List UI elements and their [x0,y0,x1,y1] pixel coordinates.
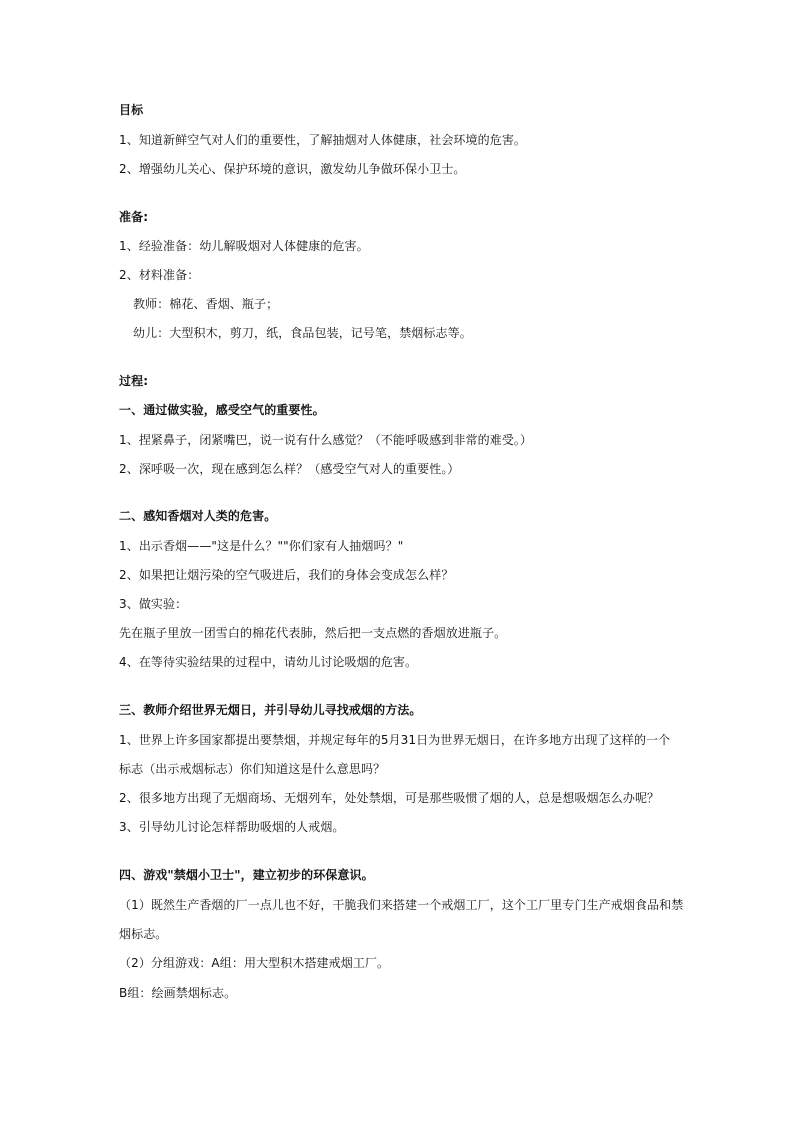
prep-teacher: 教师：棉花、香烟、瓶子； [133,297,279,311]
sec1-item-2: 2、深呼吸一次，现在感到怎么样？（感受空气对人的重要性。） [119,462,460,476]
sec3-heading: 三、教师介绍世界无烟日，并引导幼儿寻找戒烟的方法。 [119,703,422,717]
sec4-item-3: B组：绘画禁烟标志。 [119,986,237,1000]
sec2-item-2: 2、如果把让烟污染的空气吸进后，我们的身体会变成怎么样？ [119,568,454,582]
sec2-item-3: 3、做实验： [119,597,188,611]
sec1-heading: 一、通过做实验，感受空气的重要性。 [119,403,325,417]
sec2-item-5: 4、在等待实验结果的过程中，请幼儿讨论吸烟的危害。 [119,655,418,669]
sec3-item-3: 3、引导幼儿讨论怎样帮助吸烟的人戒烟。 [119,820,345,834]
prep-item-2: 2、材料准备： [119,268,200,282]
goal-item-2: 2、增强幼儿关心、保护环境的意识，激发幼儿争做环保小卫士。 [119,162,466,176]
sec2-item-1: 1、出示香烟——"这是什么？""你们家有人抽烟吗？" [119,539,404,553]
sec3-item-2: 2、很多地方出现了无烟商场、无烟列车，处处禁烟，可是那些吸惯了烟的人，总是想吸烟怎么办呢？ [119,791,660,805]
prep-item-1: 1、经验准备：幼儿解吸烟对人体健康的危害。 [119,239,369,253]
sec1-item-1: 1、捏紧鼻子，闭紧嘴巴，说一说有什么感觉？（不能呼吸感到非常的难受。） [119,433,533,447]
sec2-heading: 二、感知香烟对人类的危害。 [119,509,277,523]
sec4-heading: 四、游戏"禁烟小卫士"，建立初步的环保意识。 [119,868,374,882]
sec4-item-1: （1）既然生产香烟的厂一点儿也不好，干脆我们来搭建一个戒烟工厂，这个工厂里专门生产戒烟食品和禁 [119,898,684,912]
prep-child: 幼儿：大型积木，剪刀，纸，食品包装，记号笔，禁烟标志等。 [133,326,472,340]
sec4-item-1-cont: 烟标志。 [119,927,168,941]
sec4-item-2: （2）分组游戏：A组：用大型积木搭建戒烟工厂。 [119,956,390,970]
sec3-item-1: 1、世界上许多国家都提出要禁烟，并规定每年的5月31日为世界无烟日，在许多地方出现了这样的一个 [119,733,671,747]
sec2-item-4: 先在瓶子里放一团雪白的棉花代表肺，然后把一支点燃的香烟放进瓶子。 [119,626,507,640]
goal-item-1: 1、知道新鲜空气对人们的重要性，了解抽烟对人体健康，社会环境的危害。 [119,133,527,147]
process-heading: 过程: [119,374,149,388]
prep-heading: 准备: [119,210,149,224]
goals-heading: 目标 [119,103,144,117]
sec3-item-1-cont: 标志（出示戒烟标志）你们知道这是什么意思吗？ [119,762,386,776]
